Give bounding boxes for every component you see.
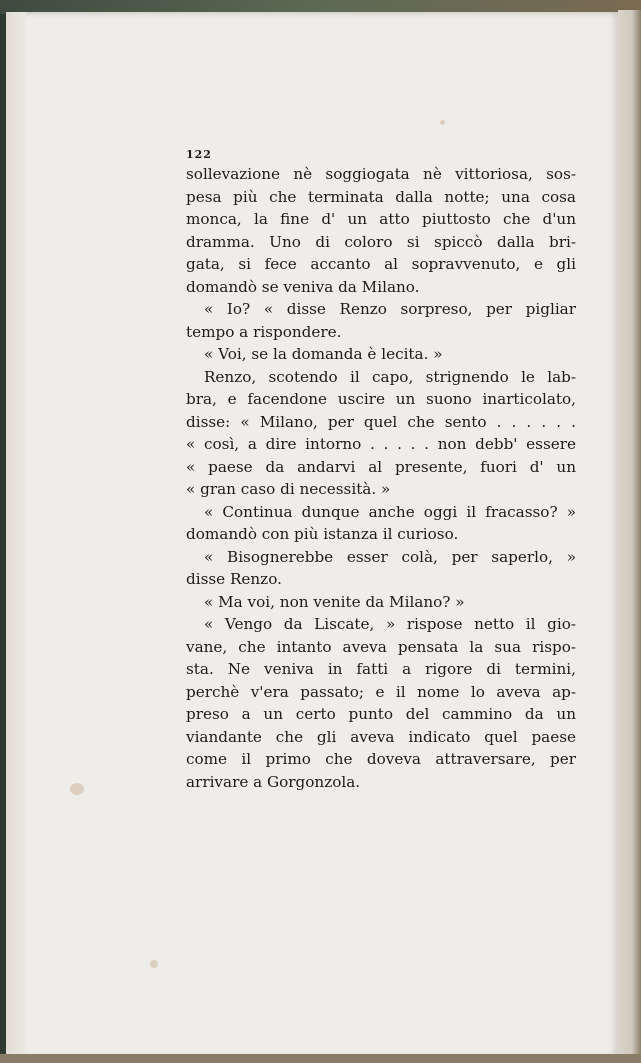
text-line: « così, a dire intorno . . . . . non debb' essere [186, 435, 576, 453]
text-line: « Ma voi, non venite da Milano? » [204, 592, 465, 611]
text-line: come il primo che doveva attraversare, per [186, 750, 576, 768]
text-line: bra, e facendone uscire un suono inarticolato, [186, 390, 576, 408]
text-line: « Continua dunque anche oggi il fracasso? » [204, 502, 576, 521]
text-line: disse Renzo. [186, 570, 282, 588]
text-line: vane, che intanto aveva pensata la sua rispo- [186, 637, 576, 656]
body-text [186, 148, 576, 793]
foxing-stain [440, 120, 445, 125]
text-line: dramma. Uno di coloro si spiccò dalla bri- [186, 232, 576, 251]
text-line: disse: « Milano, per quel che sento . . . . . . [186, 412, 576, 431]
foxing-stain [70, 783, 84, 795]
text-line: pesa più che terminata dalla notte; una cosa [186, 187, 576, 206]
text-line: « gran caso di necessità. » [186, 480, 391, 498]
text-line: domandò con più istanza il curioso. [186, 525, 459, 543]
text-line: « Bisognerebbe esser colà, per saperlo, » [204, 547, 576, 566]
text-line: perchè v'era passato; e il nome lo aveva ap- [186, 682, 576, 701]
next-page-edge [618, 10, 641, 1063]
text-line: « paese da andarvi al presente, fuori d' un [186, 457, 576, 476]
text-line: Renzo, scotendo il capo, strignendo le lab- [204, 367, 576, 386]
text-line: domandò se veniva da Milano. [186, 277, 420, 296]
text-line: sollevazione nè soggiogata nè vittoriosa, sos- [186, 165, 576, 183]
page-number: 122 [186, 148, 212, 161]
text-line: « Vengo da Liscate, » rispose netto il gio- [204, 615, 576, 633]
text-line: viandante che gli aveva indicato quel paese [186, 727, 576, 746]
text-line: preso a un certo punto del cammino da un [186, 705, 576, 723]
foxing-stain [150, 960, 158, 968]
text-line: monca, la fine d' un atto piuttosto che d'un [186, 210, 576, 228]
book-bottom-edge [0, 1054, 641, 1063]
text-line: « Io? « disse Renzo sorpreso, per pigliar [204, 300, 576, 318]
text-line: sta. Ne veniva in fatti a rigore di termini, [186, 660, 576, 678]
page-gutter-edge [6, 12, 26, 1058]
text-lines [186, 163, 576, 793]
text-line: « Voi, se la domanda è lecita. » [204, 345, 443, 363]
text-line: tempo a rispondere. [186, 322, 342, 341]
text-line: gata, si fece accanto al sopravvenuto, e gli [186, 255, 576, 273]
text-line: arrivare a Gorgonzola. [186, 772, 361, 791]
